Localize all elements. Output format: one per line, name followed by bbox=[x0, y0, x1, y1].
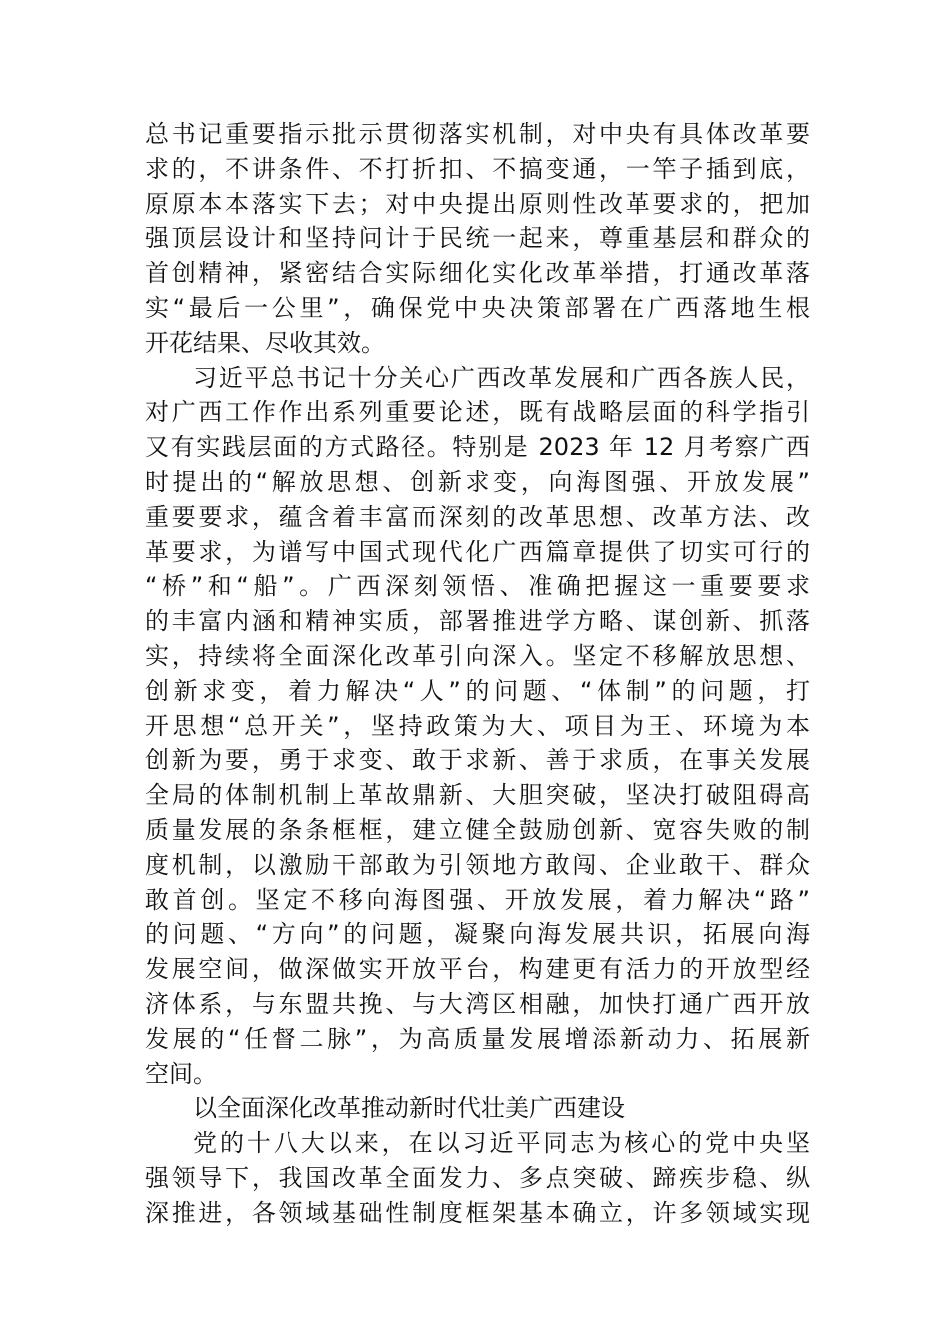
text-line: 的问题、“方向”的问题，凝聚向海发展共识，拓展向海 bbox=[145, 920, 810, 949]
text-line: 时提出的“解放思想、创新求变，向海图强、开放发展” bbox=[145, 467, 810, 496]
text-line: 济体系，与东盟共挽、与大湾区相融，加快打通广西开放 bbox=[145, 989, 810, 1018]
text-line: “桥”和“船”。广西深刻领悟、准确把握这一重要要求 bbox=[145, 572, 810, 601]
paragraph-start-line: 习近平总书记十分关心广西改革发展和广西各族人民， bbox=[193, 363, 810, 392]
text-line: 实，持续将全面深化改革引向深入。坚定不移解放思想、 bbox=[145, 641, 810, 670]
text-line: 强领导下，我国改革全面发力、多点突破、蹄疾步稳、纵 bbox=[145, 1163, 810, 1192]
text-line: 全局的体制机制上革故鼎新、大胆突破，坚决打破阻碍高 bbox=[145, 781, 810, 810]
text-line: 实“最后一公里”，确保党中央决策部署在广西落地生根 bbox=[145, 293, 810, 322]
text-line: 空间。 bbox=[145, 1059, 217, 1088]
text-line: 敢首创。坚定不移向海图强、开放发展，着力解决“路” bbox=[145, 885, 810, 914]
text-line: 原原本本落实下去；对中央提出原则性改革要求的，把加 bbox=[145, 189, 810, 218]
text-line: 发展的“任督二脉”，为高质量发展增添新动力、拓展新 bbox=[145, 1024, 810, 1053]
text-line: 求的，不讲条件、不打折扣、不搞变通，一竿子插到底， bbox=[145, 154, 810, 183]
text-line: 首创精神，紧密结合实际细化实化改革举措，打通改革落 bbox=[145, 259, 810, 288]
section-heading: 以全面深化改革推动新时代壮美广西建设 bbox=[193, 1094, 625, 1123]
text-line: 发展空间，做深做实开放平台，构建更有活力的开放型经 bbox=[145, 955, 810, 984]
text-line: 创新为要，勇于求变、敢于求新、善于求质，在事关发展 bbox=[145, 746, 810, 775]
text-line: 强顶层设计和坚持问计于民统一起来，尊重基层和群众的 bbox=[145, 224, 810, 253]
text-line: 开思想“总开关”，坚持政策为大、项目为王、环境为本 bbox=[145, 711, 810, 740]
text-line: 重要要求，蕴含着丰富而深刻的改革思想、改革方法、改 bbox=[145, 502, 810, 531]
text-line: 度机制，以激励干部敢为引领地方敢闯、企业敢干、群众 bbox=[145, 850, 810, 879]
text-line: 的丰富内涵和精神实质，部署推进学方略、谋创新、抓落 bbox=[145, 607, 810, 636]
paragraph-start-line: 党的十八大以来，在以习近平同志为核心的党中央坚 bbox=[193, 1129, 810, 1158]
text-line: 革要求，为谱写中国式现代化广西篇章提供了切实可行的 bbox=[145, 537, 810, 566]
text-line: 创新求变，着力解决“人”的问题、“体制”的问题，打 bbox=[145, 676, 810, 705]
text-line: 又有实践层面的方式路径。特别是 2023 年 12 月考察广西 bbox=[145, 433, 810, 462]
text-line: 总书记重要指示批示贯彻落实机制，对中央有具体改革要 bbox=[145, 120, 810, 148]
text-line: 深推进，各领域基础性制度框架基本确立，许多领域实现 bbox=[145, 1198, 810, 1227]
text-line: 开花结果、尽收其效。 bbox=[145, 328, 385, 357]
text-line: 质量发展的条条框框，建立健全鼓励创新、宽容失败的制 bbox=[145, 815, 810, 844]
text-line: 对广西工作作出系列重要论述，既有战略层面的科学指引 bbox=[145, 398, 810, 427]
document-body bbox=[145, 117, 810, 1231]
